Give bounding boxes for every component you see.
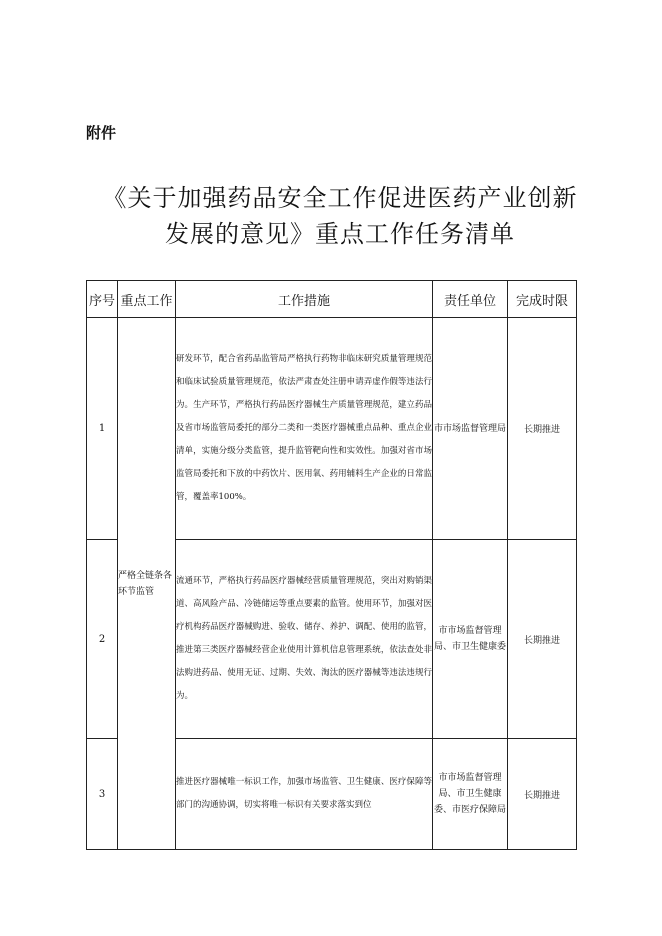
focus-cell: 严格全链条各环节监管 bbox=[118, 318, 176, 850]
row-number: 3 bbox=[87, 739, 118, 850]
header-unit: 责任单位 bbox=[433, 281, 508, 318]
measure-cell: 推进医疗器械唯一标识工作，加强市场监管、卫生健康、医疗保障等部门的沟通协调，切实将唯一标识有关要求落实到位 bbox=[176, 739, 433, 850]
document-title bbox=[60, 180, 620, 252]
attachment-label: 附件 bbox=[86, 124, 117, 142]
header-focus: 重点工作 bbox=[118, 281, 176, 318]
header-measure: 工作措施 bbox=[176, 281, 433, 318]
deadline-cell: 长期推进 bbox=[508, 540, 577, 739]
deadline-cell: 长期推进 bbox=[508, 739, 577, 850]
table-header-row bbox=[87, 281, 577, 318]
title-line-1: 《关于加强药品安全工作促进医药产业创新 bbox=[102, 184, 578, 212]
unit-cell: 市市场监督管理局 bbox=[433, 318, 508, 540]
title-line-2: 发展的意见》重点工作任务清单 bbox=[165, 220, 515, 248]
measure-cell: 研发环节，配合省药品监管局严格执行药物非临床研究质量管理规范和临床试验质量管理规范，依法严肃查处注册申请弄虚作假等违法行为。生产环节，严格执行药品医疗器械生产质量管理规范，建立药品及省市场监管局委托的部分二类和一类医疗器械重点品种、重点企业清单，实施分级分类监管，提升监管靶向性和实效性。加强对省市场监管局委托和下放的中药饮片、医用氧、药用辅料生产企业的日常监管，覆盖率100%。 bbox=[176, 318, 433, 540]
header-deadline: 完成时限 bbox=[508, 281, 577, 318]
task-table bbox=[86, 280, 577, 850]
deadline-cell: 长期推进 bbox=[508, 318, 577, 540]
unit-cell: 市市场监督管理局、市卫生健康委、市医疗保障局 bbox=[433, 739, 508, 850]
measure-cell: 流通环节，严格执行药品医疗器械经营质量管理规范，突出对购销渠道、高风险产品、冷链储运等重点要素的监管。使用环节，加强对医疗机构药品医疗器械购进、验收、储存、养护、调配、使用的监管，推进第三类医疗器械经营企业使用计算机信息管理系统，依法查处非法购进药品、使用无证、过期、失效、淘汰的医疗器械等违法违规行为。 bbox=[176, 540, 433, 739]
table-row bbox=[87, 318, 577, 540]
row-number: 2 bbox=[87, 540, 118, 739]
header-no: 序号 bbox=[87, 281, 118, 318]
row-number: 1 bbox=[87, 318, 118, 540]
unit-cell: 市市场监督管理局、市卫生健康委 bbox=[433, 540, 508, 739]
